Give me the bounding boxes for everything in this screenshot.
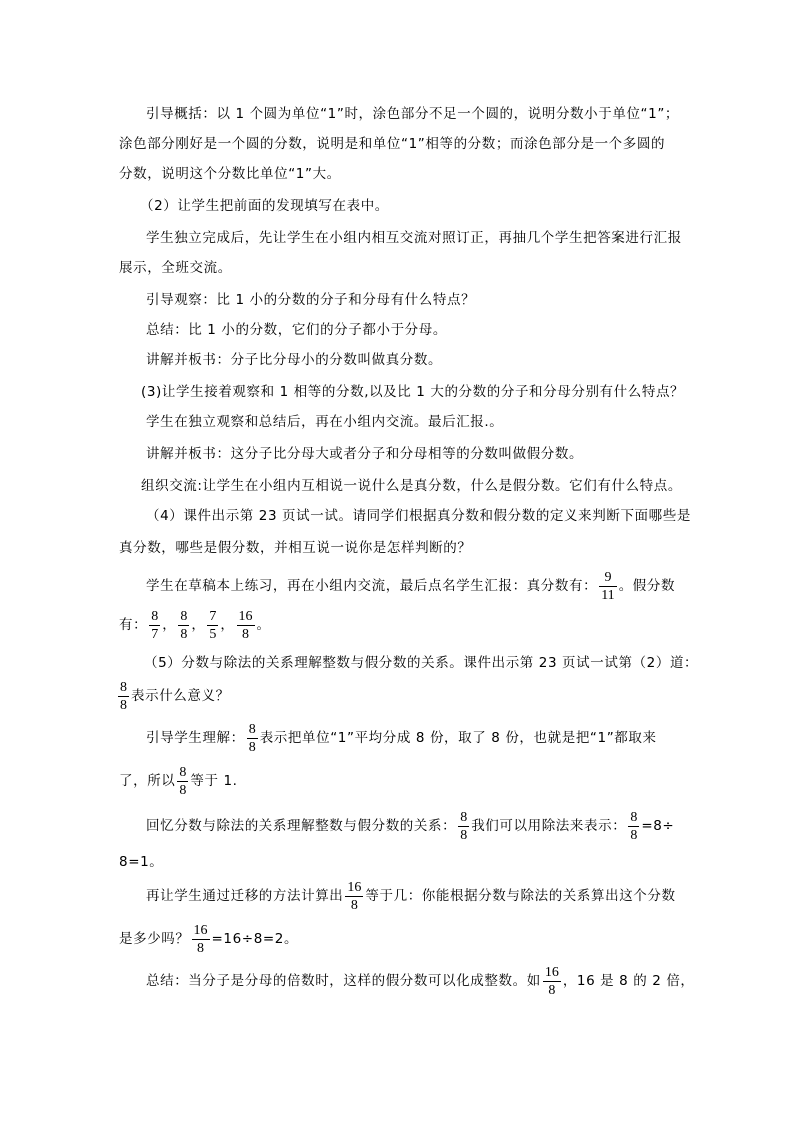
text-line: (3)让学生接着观察和 1 相等的分数,以及比 1 大的分数的分子和分母分别有什么特点？ — [141, 384, 685, 400]
text-line: 真分数，哪些是假分数，并相互说一说你是怎样判断的？ — [119, 540, 472, 556]
text-line: 了，所以 $\frac{8}{8}$ 等于 1. — [119, 764, 238, 798]
text-line: 涂色部分刚好是一个圆的分数，说明是和单位“1”相等的分数；而涂色部分是一个多圆的 — [119, 136, 666, 152]
fraction: $\frac{8}{8}$ — [248, 721, 256, 755]
fraction: $\frac{8}{8}$ — [460, 809, 468, 843]
fraction: $\frac{16}{8}$ — [238, 608, 253, 642]
fraction: $\frac{16}{8}$ — [193, 922, 208, 956]
text-line: 讲解并板书：这分子比分母大或者分子和分母相等的分数叫做假分数。 — [146, 446, 584, 462]
fraction: $\frac{8}{7}$ — [151, 608, 159, 642]
text-line: 再让学生通过迁移的方法计算出 $\frac{16}{8}$ 等于几：你能根据分数与除法的关系算出这个分数 — [146, 879, 676, 913]
text-line: 总结：当分子是分母的倍数时，这样的假分数可以化成整数。如 $\frac{16}{8}$ ，16 是 8 的 2 倍， — [146, 964, 695, 998]
text-line: 学生在草稿本上练习，再在小组内交流，最后点名学生汇报：真分数有： $\frac{9}{11}$ 。假分数 — [146, 569, 676, 603]
fraction: $\frac{8}{8}$ — [630, 809, 638, 843]
text-line: 有： $\frac{8}{7}$ ， $\frac{8}{8}$ ， $\frac{7}{5}$ ， $\frac{16}{8}$ 。 — [119, 608, 271, 642]
fraction: $\frac{8}{8}$ — [120, 679, 127, 713]
text-line: 学生独立完成后，先让学生在小组内相互交流对照订正，再抽几个学生把答案进行汇报 — [146, 230, 682, 246]
text-line: 回忆分数与除法的关系理解整数与假分数的关系： $\frac{8}{8}$ 我们可以用除法来表示： $\frac{8}{8}$ =8÷ — [146, 809, 675, 843]
text-line: 学生在独立观察和总结后，再在小组内交流。最后汇报.。 — [146, 414, 504, 430]
text-line: 展示，全班交流。 — [119, 260, 232, 276]
text-line: 总结：比 1 小的分数，它们的分子都小于分母。 — [146, 322, 447, 338]
text-line: 组织交流:让学生在小组内互相说一说什么是真分数，什么是假分数。它们有什么特点。 — [141, 478, 682, 494]
text-line: （2）让学生把前面的发现填写在表中。 — [140, 198, 389, 214]
text-line: 讲解并板书：分子比分母小的分数叫做真分数。 — [146, 352, 443, 368]
fraction: $\frac{7}{5}$ — [209, 608, 217, 642]
text-line: （4）课件出示第 23 页试一试。请同学们根据真分数和假分数的定义来判断下面哪些是 — [146, 508, 691, 524]
text-line: 引导学生理解： $\frac{8}{8}$ 表示把单位“1”平均分成 8 份，取了 8 份，也就是把“1”都取来 — [146, 721, 657, 755]
fraction: $\frac{16}{8}$ — [347, 879, 362, 913]
text-line: 引导概括：以 1 个圆为单位“1”时，涂色部分不足一个圆的，说明分数小于单位“1”； — [146, 106, 680, 122]
text-line: （5）分数与除法的关系理解整数与假分数的关系。课件出示第 23 页试一试第（2）道： — [144, 655, 699, 671]
text-line: 分数，说明这个分数比单位“1”大。 — [119, 166, 341, 182]
fraction: $\frac{9}{11}$ — [601, 569, 615, 603]
fraction: $\frac{8}{8}$ — [180, 608, 188, 642]
text-line: 是多少吗？ $\frac{16}{8}$ =16÷8=2。 — [119, 922, 299, 956]
fraction: $\frac{16}{8}$ — [544, 964, 559, 998]
text-line: 引导观察：比 1 小的分数的分子和分母有什么特点？ — [146, 292, 476, 308]
text-line: $\frac{8}{8}$ 表示什么意义？ — [120, 679, 230, 713]
text-line: 8=1。 — [119, 854, 164, 870]
fraction: $\frac{8}{8}$ — [179, 764, 187, 798]
